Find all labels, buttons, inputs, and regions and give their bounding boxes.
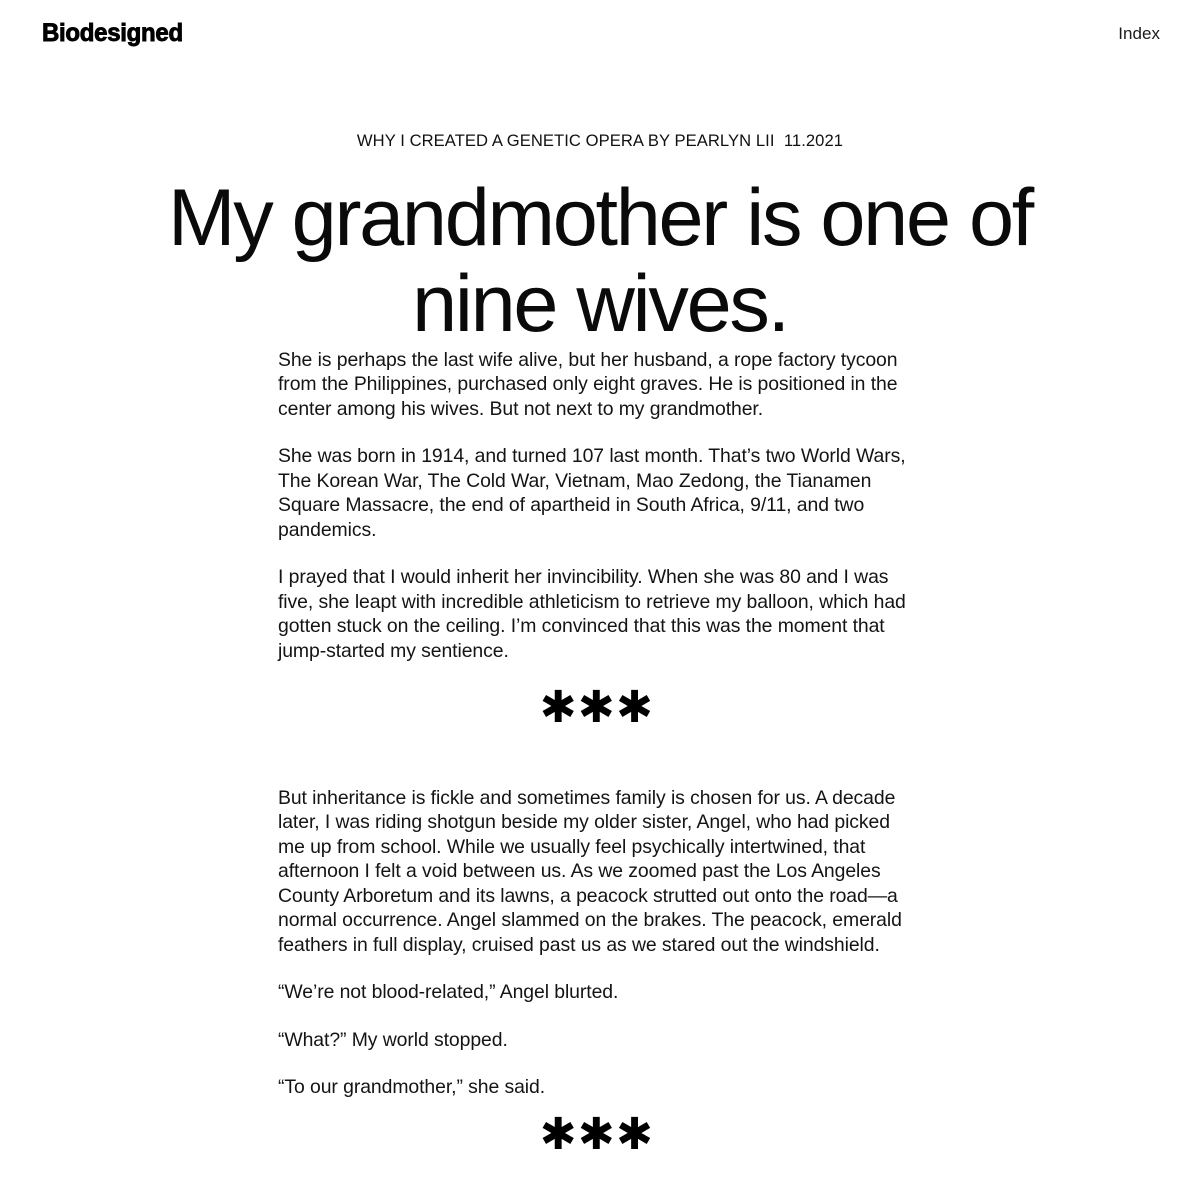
article-section-one xyxy=(278,348,916,663)
article-headline: My grandmother is one of nine wives. xyxy=(167,173,1033,349)
paragraph: But inheritance is fickle and sometimes family is chosen for us. A decade later, I was riding shotgun beside my older sister, Angel, who had picked me up from school. While we usually feel psychically intertwined, that afternoon I felt a void between us. As we zoomed past the Los Angeles County Arboretum and its lawns, a peacock strutted out onto the road—a normal occurrence. Angel slammed on the brakes. The peacock, emerald feathers in full display, cruised past us as we stared out the windshield. xyxy=(278,787,902,956)
section-divider-top: ✱✱✱ xyxy=(539,683,655,732)
nav-link-index[interactable]: Index xyxy=(1118,23,1160,43)
paragraph: “We’re not blood-related,” Angel blurted. xyxy=(278,981,619,1004)
paragraph: “What?” My world stopped. xyxy=(278,1028,508,1051)
primary-nav xyxy=(1118,25,1160,42)
section-divider-bottom: ✱✱✱ xyxy=(539,1110,655,1159)
article-kicker: WHY I CREATED A GENETIC OPERA BY PEARLYN LII 11.2021 xyxy=(356,131,844,150)
site-logo[interactable]: Biodesigned xyxy=(42,18,183,47)
paragraph: I prayed that I would inherit her invincibility. When she was 80 and I was five, she leapt with incredible athleticism to retrieve my balloon, which had gotten stuck on the ceiling. I’m convinced that this was the moment that jump-started my sentience. xyxy=(278,566,906,662)
paragraph: She is perhaps the last wife alive, but her husband, a rope factory tycoon from the Philippines, purchased only eight graves. He is positioned in the center among his wives. But not next to my grandmother. xyxy=(278,349,898,420)
site-header xyxy=(0,0,1200,66)
article-section-two xyxy=(278,786,918,1100)
paragraph: “To our grandmother,” she said. xyxy=(278,1076,546,1099)
paragraph: She was born in 1914, and turned 107 last month. That’s two World Wars, The Korean War, The Cold War, Vietnam, Mao Zedong, the Tianamen Square Massacre, the end of apartheid in South Africa, 9/11, and two pandemics. xyxy=(278,445,906,541)
